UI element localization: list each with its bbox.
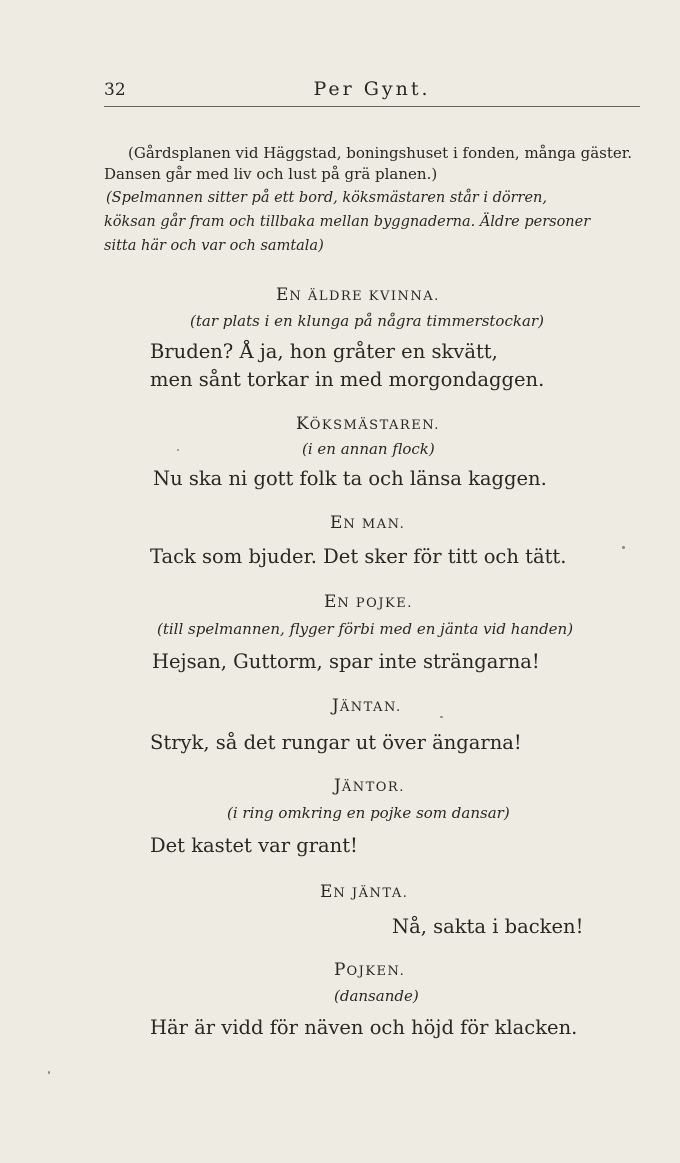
- speaker-name: KÖKSMÄSTAREN.: [296, 414, 440, 434]
- dialogue-line: Stryk, så det rungar ut över ängarna!: [150, 731, 522, 754]
- stage-direction-italic: (Spelmannen sitter på ett bord, köksmästaren står i dörren,: [106, 190, 547, 206]
- running-title: Per Gynt.: [313, 78, 431, 100]
- stage-direction-line: (Gårdsplanen vid Häggstad, boningshuset i fonden, många gäster.: [128, 144, 633, 162]
- page-number: 32: [104, 80, 126, 100]
- paper-speck: [48, 1071, 50, 1074]
- paper-speck: [622, 546, 625, 549]
- dialogue-line: Tack som bjuder. Det sker för titt och tätt.: [150, 545, 567, 568]
- speaker-name: JÄNTAN.: [332, 696, 402, 716]
- dialogue-line: Bruden? Å ja, hon gråter en skvätt,: [150, 340, 498, 363]
- speaker-name: EN POJKE.: [324, 592, 413, 612]
- paper-speck: [440, 716, 443, 718]
- speaker-name: EN MAN.: [330, 513, 406, 533]
- stage-direction: (dansande): [334, 987, 419, 1005]
- speaker-name: EN JÄNTA.: [320, 882, 409, 902]
- speaker-name: POJKEN.: [334, 960, 406, 980]
- speaker-name: EN ÄLDRE KVINNA.: [276, 285, 440, 305]
- stage-direction: (i ring omkring en pojke som dansar): [227, 804, 510, 822]
- stage-direction: (i en annan flock): [302, 440, 435, 458]
- speaker-name: JÄNTOR.: [334, 776, 405, 796]
- stage-direction-italic: köksan går fram och tillbaka mellan byggnaderna. Äldre personer: [104, 214, 591, 230]
- dialogue-line: Nu ska ni gott folk ta och länsa kaggen.: [153, 467, 547, 490]
- dialogue-line: Här är vidd för näven och höjd för klacken.: [150, 1016, 578, 1039]
- stage-direction: (till spelmannen, flyger förbi med en jänta vid handen): [157, 620, 574, 638]
- dialogue-line: men sånt torkar in med morgondaggen.: [150, 368, 545, 391]
- stage-direction-line: Dansen går med liv och lust på grä planen.): [104, 165, 438, 183]
- page-header: [104, 78, 640, 107]
- stage-direction-italic: sitta här och var och samtala): [104, 238, 324, 254]
- paper-speck: [177, 449, 179, 451]
- dialogue-line: Nå, sakta i backen!: [392, 915, 584, 938]
- dialogue-line: Hejsan, Guttorm, spar inte strängarna!: [152, 650, 540, 673]
- stage-direction: (tar plats i en klunga på några timmerstockar): [190, 312, 544, 330]
- dialogue-line: Det kastet var grant!: [150, 834, 358, 857]
